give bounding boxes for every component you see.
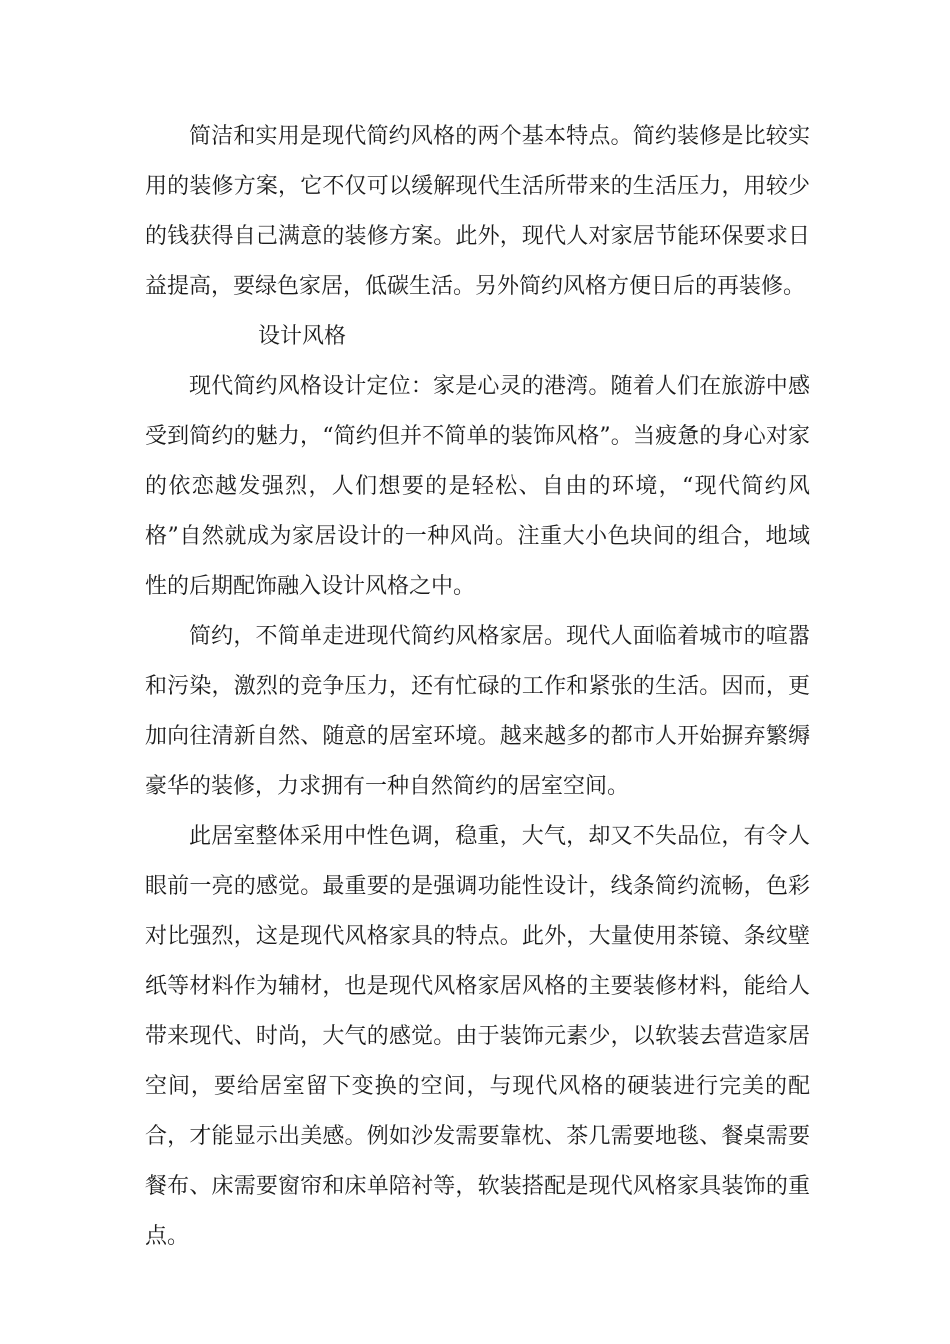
- body-paragraph-1: 现代简约风格设计定位：家是心灵的港湾。随着人们在旅游中感受到简约的魅力，“简约但并不简单的装饰风格”。当疲惫的身心对家的依恋越发强烈，人们想要的是轻松、自由的环境，“现代简约风格”自然就成为家居设计的一种风尚。注重大小色块间的组合，地域性的后期配饰融入设计风格之中。: [145, 374, 810, 599]
- intro-paragraph: 简洁和实用是现代简约风格的两个基本特点。简约装修是比较实用的装修方案，它不仅可以缓解现代生活所带来的生活压力，用较少的钱获得自己满意的装修方案。此外，现代人对家居节能环保要求日益提高，要绿色家居，低碳生活。另外简约风格方便日后的再装修。: [145, 124, 810, 299]
- section-heading: 设计风格: [258, 324, 347, 349]
- document-body: [145, 112, 810, 1262]
- body-paragraph-2: 简约，不简单走进现代简约风格家居。现代人面临着城市的喧嚣和污染，激烈的竞争压力，还有忙碌的工作和紧张的生活。因而，更加向往清新自然、随意的居室环境。越来越多的都市人开始摒弃繁缛豪华的装修，力求拥有一种自然简约的居室空间。: [145, 624, 810, 799]
- body-paragraph-3: 此居室整体采用中性色调，稳重，大气，却又不失品位，有令人眼前一亮的感觉。最重要的是强调功能性设计，线条简约流畅，色彩对比强烈，这是现代风格家具的特点。此外，大量使用茶镜、条纹壁纸等材料作为辅材，也是现代风格家居风格的主要装修材料，能给人带来现代、时尚，大气的感觉。由于装饰元素少，以软装去营造家居空间，要给居室留下变换的空间，与现代风格的硬装进行完美的配合，才能显示出美感。例如沙发需要靠枕、茶几需要地毯、餐桌需要餐布、床需要窗帘和床单陪衬等，软装搭配是现代风格家具装饰的重点。: [145, 824, 810, 1249]
